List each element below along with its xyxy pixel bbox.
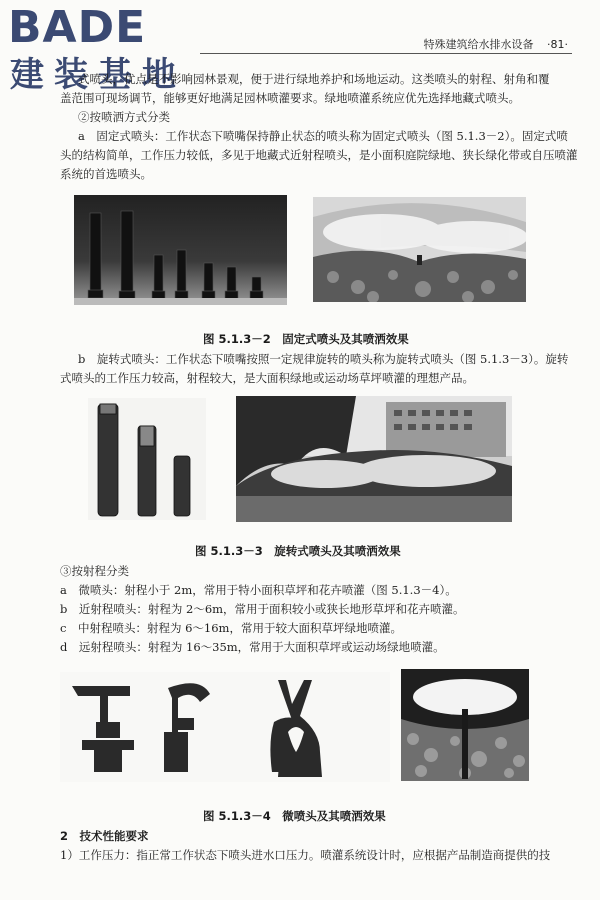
running-title: 特殊建筑给水排水设备 <box>423 38 534 51</box>
figure-micro-heads-photo <box>60 672 390 782</box>
body-line: b 旋转式喷头：工作状态下喷嘴按照一定规律旋转的喷头称为旋转式喷头（图 5.1.3－3）。旋转 <box>78 352 569 366</box>
figure-caption: 图 5.1.3－2 固定式喷头及其喷洒效果 <box>203 332 409 346</box>
figure-fixed-heads-photo <box>74 195 287 305</box>
figure-rotary-spray-effect-photo <box>236 396 512 522</box>
body-line: 系统的首选喷头。 <box>60 167 152 181</box>
figure-micro-spray-effect-photo <box>401 669 529 781</box>
figure-rotary-heads-photo <box>88 398 206 520</box>
section-heading: ③按射程分类 <box>60 564 129 578</box>
section-heading: 2 技术性能要求 <box>60 829 149 843</box>
body-line: 式喷头的工作压力较高，射程较大，是大面积绿地或运动场草坪喷灌的理想产品。 <box>60 371 474 385</box>
page-number: ·81· <box>547 38 568 51</box>
list-item: d 远射程喷头：射程为 16～35m，常用于大面积草坪或运动场绿地喷灌。 <box>60 640 445 654</box>
body-line: 盖范围可现场调节，能够更好地满足园林喷灌要求。绿地喷灌系统应优先选择地藏式喷头。 <box>60 91 520 105</box>
header-rule <box>200 53 572 54</box>
list-item: a 微喷头：射程小于 2m，常用于特小面积草坪和花卉喷灌（图 5.1.3－4）。 <box>60 583 457 597</box>
running-header <box>424 36 569 52</box>
figure-caption: 图 5.1.3－4 微喷头及其喷洒效果 <box>203 809 386 823</box>
body-line: 头的结构简单，工作压力较低，多见于地藏式近射程喷头，是小面积庭院绿地、狭长绿化带或自压喷灌 <box>60 148 578 162</box>
list-item: c 中射程喷头：射程为 6～16m，常用于较大面积草坪绿地喷灌。 <box>60 621 402 635</box>
body-line: 1）工作压力：指正常工作状态下喷头进水口压力。喷灌系统设计时，应根据产品制造商提供的技 <box>60 848 551 862</box>
logo-latin: BADE <box>8 2 147 53</box>
logo-chinese: 建装基地 <box>10 55 186 95</box>
body-line: a 固定式喷头：工作状态下喷嘴保持静止状态的喷头称为固定式喷头（图 5.1.3－2）。固定式喷 <box>78 129 568 143</box>
figure-fixed-spray-effect-photo <box>313 197 526 302</box>
list-item: b 近射程喷头：射程为 2～6m，常用于面积较小或狭长地形草坪和花卉喷灌。 <box>60 602 465 616</box>
section-heading: ②按喷洒方式分类 <box>78 110 170 124</box>
body-line: 式喷头，优点是不影响园林景观，便于进行绿地养护和场地运动。这类喷头的射程、射角和覆 <box>78 72 550 86</box>
figure-caption: 图 5.1.3－3 旋转式喷头及其喷洒效果 <box>195 544 401 558</box>
